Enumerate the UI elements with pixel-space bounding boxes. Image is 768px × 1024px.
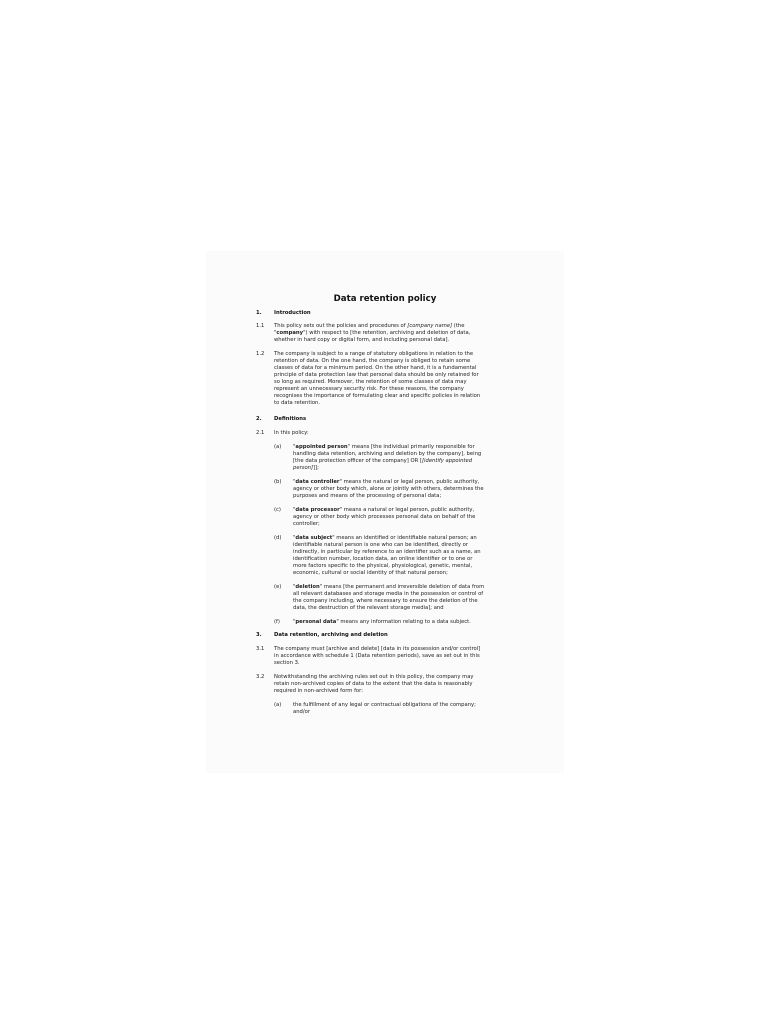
definition-line: data, the destruction of the relevant storage media]; and [293,605,444,611]
list-label: (e) [274,584,282,590]
document-title: Data retention policy [333,294,437,304]
clause-3-2-line: required in non-archived form for: [274,688,363,694]
clause-1-2-line: to data retention. [274,400,321,406]
clause-number: 1.2 [256,351,265,357]
clause-1-1-line: This policy sets out the policies and procedures of [company name] (the [274,323,465,329]
clause-number: 2.1 [256,430,265,436]
section-heading-data-retention: Data retention, archiving and deletion [274,632,388,638]
document-page [206,251,564,773]
clause-3-1-line: section 3. [274,660,300,666]
clause-3-2-line: Notwithstanding the archiving rules set out in this policy, the company may [274,674,474,680]
definition-line: identification number, location data, an online identifier or to one or [293,556,473,562]
definition-line: all relevant databases and storage media in the possession or control of [293,591,484,597]
definition-line: [the data protection officer of the company] OR [[identify appointed [293,458,473,464]
definition-line: the company including, where necessary to ensure the deletion of the [293,598,478,604]
clause-3-2-line: retain non-archived copies of data to the extent that the data is reasonably [274,681,473,687]
section-number: 1. [256,310,262,316]
clause-1-1-line: "company") with respect to [the retention, archiving and deletion of data, [274,330,471,336]
definition-line: economic, cultural or social identity of that natural person; [293,570,448,576]
list-item-line: the fulfillment of any legal or contractual obligations of the company; [293,702,476,708]
section-number: 3. [256,632,262,638]
clause-1-2-line: retention of data. On the one hand, the company is obliged to retain some [274,358,471,364]
list-label: (f) [274,619,280,625]
definition-line: purposes and means of the processing of personal data; [293,493,442,499]
definition-personal-data: "personal data" means any information relating to a data subject. [293,619,471,625]
clause-number: 1.1 [256,323,265,329]
list-label: (d) [274,535,282,541]
clause-number: 3.1 [256,646,265,652]
list-label: (a) [274,702,282,708]
clause-3-1-line: in accordance with schedule 1 (Data retention periods), save as set out in this [274,653,480,659]
definition-data-processor: "data processor" means a natural or legal person, public authority, [293,507,475,513]
definition-line: person]]]; [293,465,319,471]
clause-1-1-line: whether in hard copy or digital form, and including personal data]. [274,337,450,343]
clause-1-2-line: classes of data for a minimum period. On the other hand, it is a fundamental [274,365,477,371]
clause-number: 3.2 [256,674,265,680]
definition-data-subject: "data subject" means an identified or identifiable natural person; an [293,535,477,541]
definition-line: controller; [293,521,320,527]
section-number: 2. [256,416,262,422]
definition-line: agency or other body which processes personal data on behalf of the [293,514,476,520]
section-heading-introduction: Introduction [274,310,311,316]
definition-line: agency or other body which, alone or jointly with others, determines the [293,486,484,492]
definition-data-controller: "data controller" means the natural or legal person, public authority, [293,479,480,485]
clause-1-2-line: so long as required. Moreover, the retention of some classes of data may [274,379,467,385]
section-heading-definitions: Definitions [274,416,307,422]
definition-appointed-person: "appointed person" means [the individual primarily responsible for [293,444,475,450]
definition-deletion: "deletion" means [the permanent and irreversible deletion of data from [293,584,485,590]
clause-1-2-line: The company is subject to a range of statutory obligations in relation to the [274,351,474,357]
list-label: (b) [274,479,282,485]
clause-1-2-line: represent an unnecessary security risk. For these reasons, the company [274,386,464,392]
clause-2-1-text: In this policy: [274,430,309,436]
clause-1-2-line: recognises the importance of formulating clear and specific policies in relation [274,393,481,399]
definition-line: identifiable natural person is one who can be identified, directly or [293,542,468,548]
list-item-line: and/or [293,709,311,715]
definition-line: indirectly, in particular by reference to an identifier such as a name, an [293,549,481,555]
clause-3-1-line: The company must [archive and delete] [data in its possession and/or control] [274,646,481,652]
list-label: (a) [274,444,282,450]
definition-line: handling data retention, archiving and deletion by the company], being [293,451,482,457]
list-label: (c) [274,507,281,513]
clause-1-2-line: principle of data protection law that personal data should be only retained for [274,372,479,378]
definition-line: more factors specific to the physical, physiological, genetic, mental, [293,563,473,569]
